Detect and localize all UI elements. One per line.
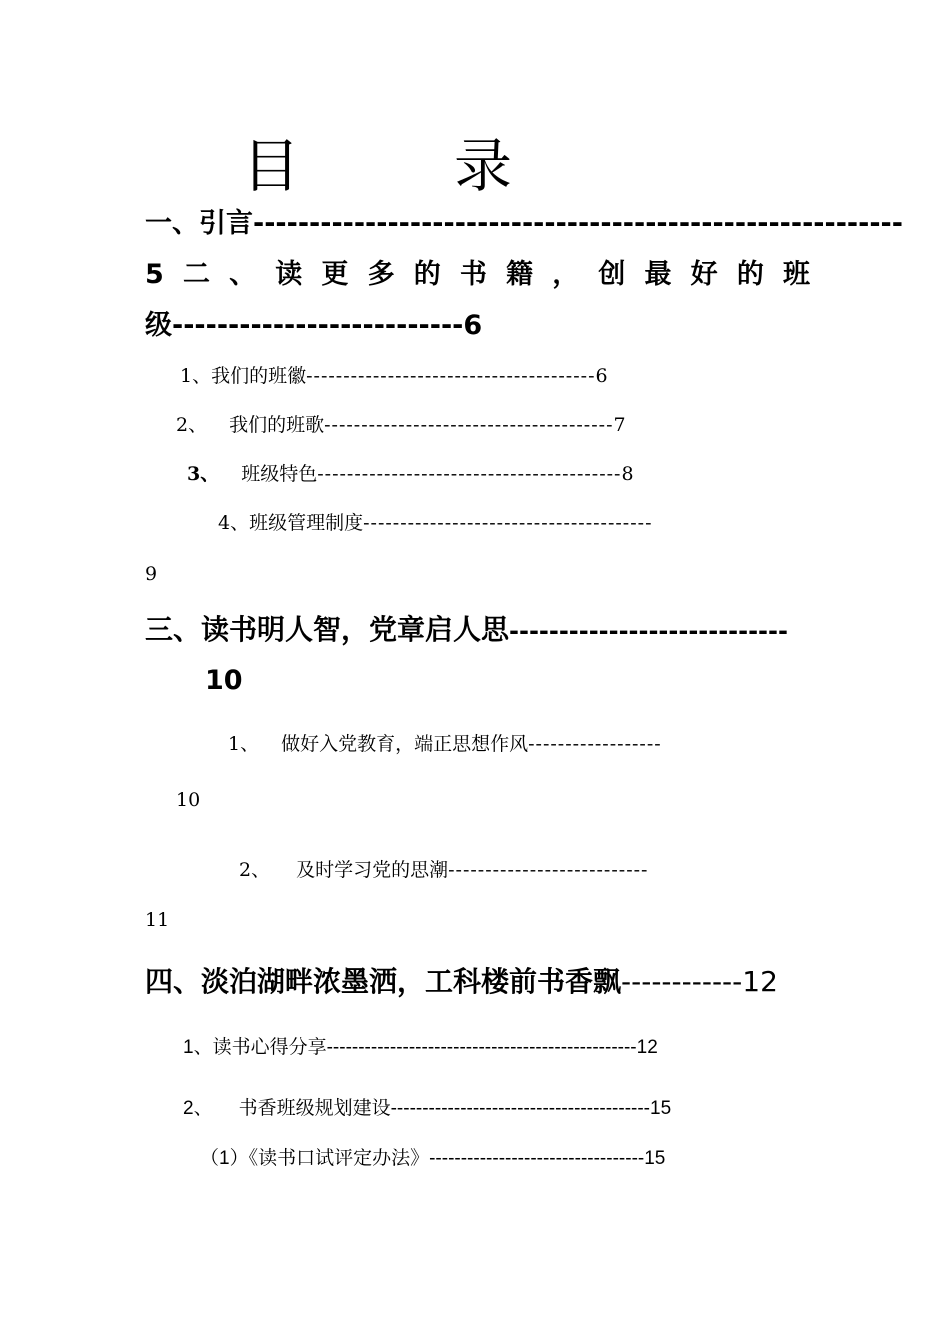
toc-char: 多: [367, 259, 395, 290]
toc-char: 二: [182, 259, 210, 290]
toc-subitem-number: 1、: [183, 1037, 213, 1058]
toc-subitem-page: [145, 561, 157, 587]
toc-leader: ---------------------------------------: [324, 414, 614, 436]
toc-leader: -----------------------------------------: [390, 1098, 651, 1119]
toc-subitem[interactable]: [239, 857, 648, 883]
toc-item-1[interactable]: [145, 207, 903, 241]
page-title: 目 录: [242, 132, 561, 200]
toc-leader: ------------------: [528, 733, 662, 755]
toc-subitem-page: [176, 787, 200, 813]
toc-char: 最: [644, 259, 672, 290]
toc-char: ，: [552, 259, 580, 290]
toc-char: 好: [690, 259, 718, 290]
toc-leader: -----------------------------------------: [317, 463, 622, 485]
toc-subitem-number: 2、: [183, 1098, 213, 1119]
toc-page-number: 12: [636, 1037, 658, 1058]
toc-page-number: 15: [644, 1148, 666, 1169]
toc-page-number: 7: [613, 414, 626, 436]
toc-char: 的: [736, 259, 764, 290]
toc-page-number: 5: [145, 259, 164, 290]
toc-page-number: 8: [621, 463, 634, 485]
toc-subitem-label: 我们的班歌: [229, 414, 325, 436]
toc-leader: ----------------------------------------------------------: [253, 208, 903, 239]
toc-page-number: 9: [145, 563, 158, 585]
toc-subitem-label: 读书心得分享: [212, 1037, 327, 1058]
toc-subitem-number: 3、: [187, 463, 220, 485]
toc-leader: --------------------------: [172, 310, 464, 341]
toc-item-3[interactable]: [145, 612, 788, 649]
toc-leader: -------------------------------------------------: [326, 1037, 637, 1058]
toc-leader: ------------: [621, 965, 743, 998]
toc-char: 、: [229, 259, 257, 290]
toc-page-number: 12: [742, 965, 778, 998]
toc-subitem-label: 班级特色: [241, 463, 318, 485]
toc-subitem[interactable]: [218, 510, 653, 536]
toc-subitem-number: 1、: [180, 365, 212, 387]
toc-leader: ----------------------------------: [429, 1148, 645, 1169]
toc-char: 更: [321, 259, 349, 290]
toc-subitem-number: （1）: [200, 1148, 249, 1169]
toc-item-4[interactable]: [145, 964, 778, 1000]
toc-item-2[interactable]: [145, 258, 810, 292]
toc-item-2-cont: [145, 309, 482, 343]
toc-page-number: 11: [145, 909, 170, 931]
toc-subitem[interactable]: [183, 1096, 671, 1122]
toc-subitem-label: 班级管理制度: [249, 512, 364, 534]
toc-char: 籍: [506, 259, 534, 290]
toc-item-4-label: 四、淡泊湖畔浓墨洒，工科楼前书香飘: [145, 965, 622, 998]
toc-subitem-number: 2、: [176, 414, 208, 436]
toc-item-1-label: 一、引言: [145, 208, 253, 239]
toc-char: 班: [782, 259, 810, 290]
toc-item-2-tail: 级: [145, 310, 172, 341]
toc-subitem[interactable]: [228, 731, 662, 757]
toc-page-number: 10: [176, 789, 201, 811]
toc-subitem-label: 《读书口试评定办法》: [248, 1148, 430, 1169]
toc-char: 读: [275, 259, 303, 290]
toc-subitem[interactable]: [176, 412, 626, 438]
toc-item-3-page: [205, 664, 243, 698]
toc-item-3-label: 三、读书明人智，党章启人思: [145, 613, 510, 646]
toc-subitem-label: 书香班级规划建设: [238, 1098, 391, 1119]
toc-char: 的: [413, 259, 441, 290]
toc-subitem[interactable]: [187, 461, 634, 487]
toc-char: 书: [459, 259, 487, 290]
toc-subitem-number: 2、: [239, 859, 271, 881]
toc-subitem-label: 做好入党教育，端正思想作风: [281, 733, 529, 755]
toc-subitem-number: 1、: [228, 733, 260, 755]
toc-leader: ---------------------------------------: [363, 512, 653, 534]
toc-page-number: 6: [463, 310, 483, 341]
toc-char: 创: [598, 259, 626, 290]
toc-leader: ----------------------------: [509, 617, 788, 645]
toc-subitem[interactable]: [180, 363, 608, 389]
toc-leader: ---------------------------------------: [306, 365, 596, 387]
toc-subitem[interactable]: [183, 1035, 658, 1061]
toc-page-number: 10: [205, 665, 243, 696]
toc-subitem[interactable]: [200, 1146, 665, 1172]
toc-subitem-label: 及时学习党的思潮: [296, 859, 449, 881]
toc-page-number: 15: [650, 1098, 672, 1119]
toc-subitem-label: 我们的班徽: [211, 365, 307, 387]
toc-subitem-page: [145, 907, 169, 933]
toc-leader: ---------------------------: [448, 859, 649, 881]
toc-page-number: 6: [595, 365, 608, 387]
toc-subitem-number: 4、: [218, 512, 250, 534]
